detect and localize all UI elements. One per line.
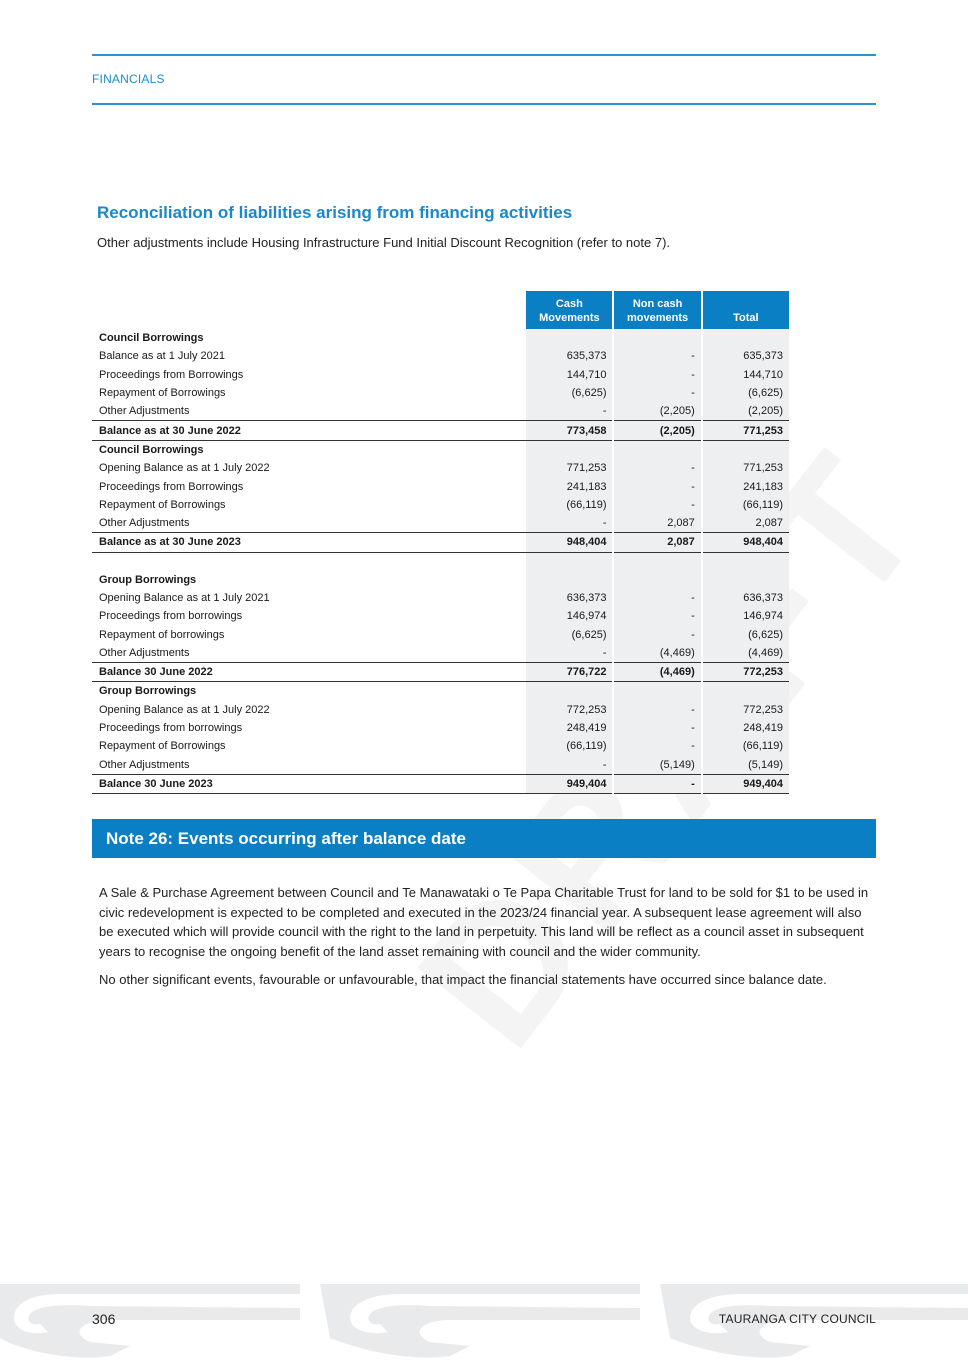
noncash-movements-cell: - [613, 774, 701, 793]
cash-movements-cell: 773,458 [526, 421, 613, 440]
cash-movements-cell: 146,974 [526, 607, 613, 625]
header-rule-top [92, 54, 876, 56]
header-rule-bottom [92, 103, 876, 105]
intro-text: Other adjustments include Housing Infrastructure Fund Initial Discount Recognition (refer to note 7). [97, 235, 671, 250]
table-section-row [92, 571, 789, 589]
noncash-movements-cell: (4,469) [613, 663, 701, 682]
cash-movements-cell: (66,119) [526, 496, 613, 514]
total-cell: 636,373 [702, 589, 789, 607]
total-cell: (5,149) [702, 756, 789, 775]
cash-movements-cell: - [526, 756, 613, 775]
total-cell [702, 440, 789, 459]
noncash-movements-cell: - [613, 496, 701, 514]
reconciliation-table [92, 291, 789, 794]
cash-movements-cell: (6,625) [526, 384, 613, 402]
cash-movements-cell [526, 440, 613, 459]
row-label: Council Borrowings [99, 332, 204, 345]
noncash-movements-cell: - [613, 737, 701, 755]
noncash-movements-cell: (2,205) [613, 421, 701, 440]
cash-movements-cell: 248,419 [526, 719, 613, 737]
row-label: Balance as at 30 June 2022 [92, 421, 526, 440]
noncash-movements-cell: - [613, 625, 701, 643]
noncash-movements-cell: 2,087 [613, 514, 701, 533]
header-blank [92, 291, 526, 329]
cash-movements-cell: (66,119) [526, 737, 613, 755]
table-row [92, 384, 789, 402]
noncash-movements-cell: 2,087 [613, 533, 701, 552]
row-label: Balance 30 June 2023 [92, 774, 526, 793]
section-label: FINANCIALS [92, 72, 165, 86]
note-paragraph-1: A Sale & Purchase Agreement between Council and Te Manawataki o Te Papa Charitable Trust for land to be sold for $1 to be used in civic redevelopment is expected to be completed and executed in the 2023/24 financial year. A subsequent lease agreement will also be executed which will provide council with the right to the land in perpetuity. This land will be reflect as a council asset in subsequent years to recognise the ongoing benefit of the land asset remaining with council and the wider community. [99, 885, 869, 959]
row-label: Other Adjustments [99, 405, 190, 418]
table-total-row [92, 774, 789, 793]
cash-movements-cell: 636,373 [526, 589, 613, 607]
noncash-movements-cell: - [613, 459, 701, 477]
noncash-movements-cell: - [613, 366, 701, 384]
cash-movements-cell [526, 682, 613, 701]
header-cash-movements [526, 291, 613, 329]
total-cell [702, 571, 789, 589]
cash-movements-cell: 948,404 [526, 533, 613, 552]
row-label: Proceedings from borrowings [99, 610, 243, 623]
table-row [92, 719, 789, 737]
page-number: 306 [92, 1311, 116, 1327]
total-cell: 772,253 [702, 663, 789, 682]
row-label: Other Adjustments [99, 646, 190, 659]
header-cash-line1: Cash [555, 298, 583, 310]
noncash-movements-cell: - [613, 607, 701, 625]
table-row [92, 625, 789, 643]
table-row [92, 756, 789, 775]
total-cell: (4,469) [702, 644, 789, 663]
cash-movements-cell [526, 571, 613, 589]
page-heading: Reconciliation of liabilities arising from financing activities [97, 203, 573, 222]
table-total-row [92, 533, 789, 552]
noncash-movements-cell: (5,149) [613, 756, 701, 775]
table-row [92, 496, 789, 514]
total-cell: (66,119) [702, 496, 789, 514]
cash-movements-cell: - [526, 402, 613, 421]
noncash-movements-cell: - [613, 719, 701, 737]
noncash-movements-cell [613, 329, 701, 347]
row-label: Group Borrowings [99, 573, 197, 586]
table-row [92, 737, 789, 755]
row-label: Balance as at 1 July 2021 [99, 350, 225, 363]
table-body [92, 329, 789, 794]
header-noncash-line1: Non cash [632, 298, 683, 310]
row-label [92, 552, 526, 571]
noncash-movements-cell: - [613, 477, 701, 495]
noncash-movements-cell: - [613, 384, 701, 402]
cash-movements-cell [526, 329, 613, 347]
row-label: Balance as at 30 June 2023 [92, 533, 526, 552]
row-label: Council Borrowings [99, 443, 204, 456]
table-section-row [92, 440, 789, 459]
table-row [92, 589, 789, 607]
row-label: Proceedings from borrowings [99, 722, 243, 735]
noncash-movements-cell: - [613, 701, 701, 719]
cash-movements-cell: 241,183 [526, 477, 613, 495]
table-section-row [92, 682, 789, 701]
cash-movements-cell: - [526, 644, 613, 663]
table-row [92, 477, 789, 495]
footer-organisation: TAURANGA CITY COUNCIL [718, 1312, 876, 1326]
total-cell: (66,119) [702, 737, 789, 755]
total-cell: 146,974 [702, 607, 789, 625]
noncash-movements-cell [613, 440, 701, 459]
table-row [92, 607, 789, 625]
row-label: Group Borrowings [99, 685, 197, 698]
cash-movements-cell [526, 552, 613, 571]
header-cash-line2: Movements [539, 312, 600, 324]
table-row [92, 644, 789, 663]
table-row [92, 459, 789, 477]
table-row [92, 347, 789, 365]
noncash-movements-cell [613, 571, 701, 589]
table-row [92, 366, 789, 384]
cash-movements-cell: 949,404 [526, 774, 613, 793]
cash-movements-cell: 772,253 [526, 701, 613, 719]
total-cell: 772,253 [702, 701, 789, 719]
row-label: Proceedings from Borrowings [99, 368, 244, 381]
table-total-row [92, 421, 789, 440]
total-cell [702, 552, 789, 571]
row-label: Other Adjustments [99, 517, 190, 530]
total-cell: (2,205) [702, 402, 789, 421]
table-header-row [92, 291, 789, 329]
table-row [92, 701, 789, 719]
total-cell: 771,253 [702, 421, 789, 440]
cash-movements-cell: 776,722 [526, 663, 613, 682]
total-cell: 771,253 [702, 459, 789, 477]
row-label: Opening Balance as at 1 July 2022 [99, 703, 270, 716]
total-cell: 635,373 [702, 347, 789, 365]
row-label: Repayment of Borrowings [99, 387, 226, 400]
table-row [92, 402, 789, 421]
header-noncash-movements [613, 291, 701, 329]
cash-movements-cell: (6,625) [526, 625, 613, 643]
table-spacer-row [92, 552, 789, 571]
row-label: Balance 30 June 2022 [92, 663, 526, 682]
noncash-movements-cell [613, 552, 701, 571]
header-total-label: Total [733, 312, 759, 324]
total-cell: 248,419 [702, 719, 789, 737]
cash-movements-cell: 144,710 [526, 366, 613, 384]
total-cell [702, 682, 789, 701]
noncash-movements-cell [613, 682, 701, 701]
row-label: Opening Balance as at 1 July 2021 [99, 592, 270, 604]
noncash-movements-cell: - [613, 347, 701, 365]
header-noncash-line2: movements [627, 312, 689, 324]
total-cell: (6,625) [702, 625, 789, 643]
table-total-row [92, 663, 789, 682]
total-cell: 241,183 [702, 477, 789, 495]
table-row [92, 514, 789, 533]
total-cell: 144,710 [702, 366, 789, 384]
header-total [702, 291, 789, 329]
total-cell [702, 329, 789, 347]
table-section-row [92, 329, 789, 347]
row-label: Opening Balance as at 1 July 2022 [99, 462, 270, 475]
cash-movements-cell: 771,253 [526, 459, 613, 477]
cash-movements-cell: 635,373 [526, 347, 613, 365]
note-title: Note 26: Events occurring after balance date [106, 829, 466, 848]
note-banner [92, 819, 876, 858]
total-cell: 949,404 [702, 774, 789, 793]
noncash-movements-cell: - [613, 589, 701, 607]
noncash-movements-cell: (4,469) [613, 644, 701, 663]
total-cell: (6,625) [702, 384, 789, 402]
row-label: Other Adjustments [99, 758, 190, 771]
total-cell: 948,404 [702, 533, 789, 552]
total-cell: 2,087 [702, 514, 789, 533]
row-label: Repayment of Borrowings [99, 740, 226, 753]
cash-movements-cell: - [526, 514, 613, 533]
noncash-movements-cell: (2,205) [613, 402, 701, 421]
row-label: Proceedings from Borrowings [99, 480, 244, 493]
note-paragraph-2: No other significant events, favourable or unfavourable, that impact the financial statements have occurred since balance date. [99, 972, 827, 987]
row-label: Repayment of Borrowings [99, 498, 226, 511]
row-label: Repayment of borrowings [99, 628, 225, 641]
